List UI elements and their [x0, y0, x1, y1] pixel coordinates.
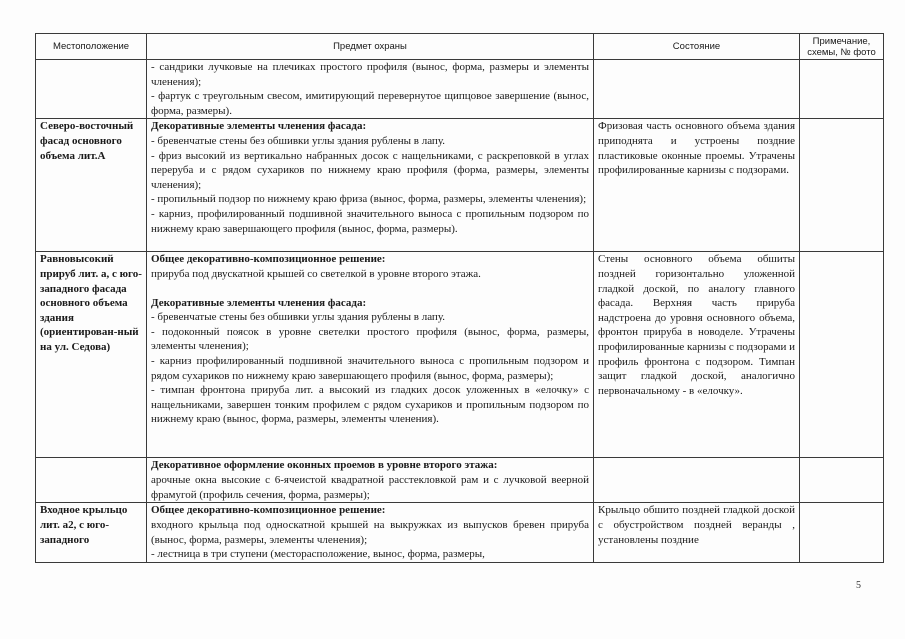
- subject-item: - тимпан фронтона прируба лит. а высокий из гладких досок уложенных в «елочку» с нащельниками, завершен тонким профилем с рядом сухариков и пропильным подзором по нижнему краю (вынос, форма, размеры, элементы членения).: [151, 384, 589, 426]
- subject-item: - пропильный подзор по нижнему краю фриза (вынос, форма, размеры, элементы членения);: [151, 193, 587, 206]
- row-note: [800, 60, 884, 119]
- row-subject: [147, 503, 594, 562]
- subject-item: - фриз высокий из вертикально набранных досок с нащельниками, с раскреповкой в углах переруба и с рядом сухариков по нижнему краю профиля (форма, размеры, элементы членения);: [151, 149, 589, 191]
- row-state: Стены основного объема обшиты поздней горизонтально уложенной гладкой доской, по аналогу главного фасада. Верхняя часть прируба надстроена до уровня основного объема, фронтон прируба в новоделе. Утрачены профилированные карнизы с подзорами и профиль фронтона с подзором. Тимпан защит гладкой доской, аналогично первоначальному - в «елочку».: [594, 252, 800, 458]
- row-state: [594, 458, 800, 503]
- subject-intro: арочные окна высокие с 6-ячеистой квадратной расстекловкой рам и с лучковой веерной фрамугой (профиль сечения, форма, размеры);: [151, 473, 589, 501]
- subject-item: - карниз профилированный подшивной значительного выноса с пропильным подзором и рядом сухариков по нижнему краю завершающего профиля (вынос, форма, размеры);: [151, 354, 589, 382]
- header-state: Состояние: [594, 34, 800, 60]
- row-subject: [147, 252, 594, 458]
- row-location: [36, 60, 147, 119]
- row-subject: [147, 458, 594, 503]
- row-location: [36, 458, 147, 503]
- subject-item: - сандрики лучковые на плечиках простого профиля (вынос, форма, размеры и элементы членения);: [151, 61, 589, 88]
- table-row: [36, 503, 884, 562]
- protection-table: [35, 33, 884, 563]
- subject-heading: Декоративное оформление оконных проемов в уровне второго этажа:: [151, 459, 498, 472]
- header-subject: Предмет охраны: [147, 34, 594, 60]
- page-number: 5: [856, 580, 861, 591]
- row-subject: [147, 119, 594, 252]
- header-location: Местоположение: [36, 34, 147, 60]
- table-header-row: [36, 34, 884, 60]
- table-row: [36, 119, 884, 252]
- table-row: [36, 60, 884, 119]
- row-state: Крыльцо обшито поздней гладкой доской с обустройством поздней веранды , установлены поздние: [594, 503, 800, 562]
- row-subject: [147, 60, 594, 119]
- row-state: [594, 60, 800, 119]
- subject-item: - подоконный поясок в уровне светелки простого профиля (вынос, форма, размеры, элементы членения);: [151, 325, 589, 353]
- table-row: [36, 458, 884, 503]
- row-state: Фризовая часть основного объема здания приподнята и устроены поздние пластиковые оконные проемы. Утрачены профилированные карнизы с подзорами.: [594, 119, 800, 252]
- row-note: [800, 503, 884, 562]
- subject-heading: Общее декоративно-композиционное решение:: [151, 504, 386, 517]
- subject-item: - бревенчатые стены без обшивки углы здания рублены в лапу.: [151, 311, 445, 324]
- subject-heading: Общее декоративно-композиционное решение:: [151, 253, 386, 266]
- subject-item: - фартук с треугольным свесом, имитирующий перевернутое щипцовое завершение (вынос, форма, размеры).: [151, 90, 589, 117]
- table-row: [36, 252, 884, 458]
- row-note: [800, 458, 884, 503]
- row-note: [800, 119, 884, 252]
- row-location: Равновысокий прируб лит. а, с юго-западного фасада основного объема здания (ориентирован-ный на ул. Седова): [36, 252, 147, 458]
- row-location: Входное крыльцо лит. а2, с юго-западного: [36, 503, 147, 562]
- subject-item: - бревенчатые стены без обшивки углы здания рублены в лапу.: [151, 134, 445, 147]
- row-location: Северо-восточный фасад основного объема лит.А: [36, 119, 147, 252]
- spacer: [151, 282, 589, 296]
- subject-heading-2: Декоративные элементы членения фасада:: [151, 296, 367, 309]
- subject-item: - лестница в три ступени (месторасположение, вынос, форма, размеры,: [151, 548, 485, 561]
- row-note: [800, 252, 884, 458]
- subject-item: входного крыльца под односкатной крышей на выкружках из выпусков бревен прируба (вынос, форма, размеры, элементы членения);: [151, 518, 589, 546]
- subject-heading: Декоративные элементы членения фасада:: [151, 120, 367, 133]
- subject-intro: прируба под двускатной крышей со светелкой в уровне второго этажа.: [151, 267, 481, 280]
- subject-item: - карниз, профилированный подшивной значительного выноса с пропильным подзором по нижнему краю завершающего профиля (вынос, форма, размеры).: [151, 207, 589, 235]
- header-note: Примечание, схемы, № фото: [800, 34, 884, 60]
